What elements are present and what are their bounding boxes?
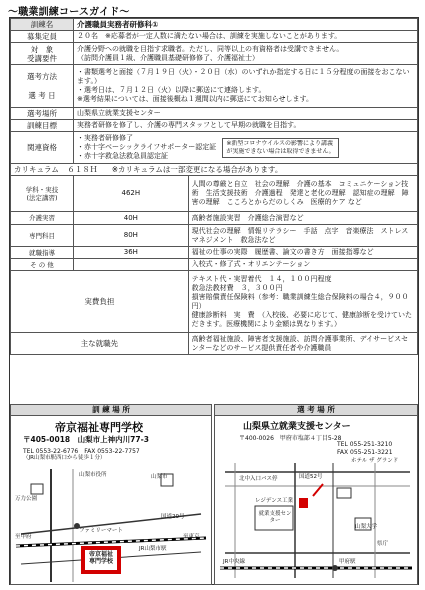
school-note: （JR山梨市駅西口から徒歩１分）: [23, 455, 106, 461]
qualification-note: [222, 138, 338, 158]
label-target-1: 対 象: [30, 44, 54, 54]
qualification-list: [77, 134, 216, 161]
selection-line-3: ※選考結果については、面接後概ね１週間以内に郵送にてお知らせします。: [77, 95, 313, 103]
curriculum-row: [11, 225, 418, 247]
label-target-2: 受講要件: [27, 53, 57, 63]
label-prefecture: 県庁: [377, 541, 389, 547]
row-hours: 462H: [74, 176, 189, 212]
label-to-tokyo: 至東京: [183, 534, 200, 540]
label-course-name: 訓練名: [11, 19, 74, 31]
row-text: 人間の尊厳と自立 社会の理解 介護の基本 コミュニケーション技術 生活支援技術 介護過程 発達と老化の理解 認知症の理解 障害の理解 こころとからだのしくみ 医療的ケア など: [188, 176, 417, 212]
selection-map: [214, 415, 418, 585]
label-city: 山梨市: [151, 474, 168, 480]
curriculum-hours: ６１８Ｈ: [67, 165, 98, 174]
school-sign: 帝京福祉 専門学校: [88, 551, 113, 565]
label-selection: [11, 65, 74, 108]
row-label: 就職指導: [11, 247, 74, 259]
label-center-box: 就業支援センター: [258, 511, 292, 524]
target-line-1: 介護分野への就職を目指す求職者。ただし、同等以上の有資格者は受講できません。: [77, 44, 344, 53]
selection-line-2: ・選考日は、７月１２日（火）以降に郵送にて連絡します。: [77, 86, 266, 94]
row-label: 介護実習: [11, 212, 74, 225]
row-text: 高齢者施設実習 介護総合演習など: [188, 212, 417, 225]
target-line-2: （訪問介護員１級、介護職員基礎研修修了、介護福祉士）: [77, 53, 259, 62]
label-goal: 訓練目標: [11, 120, 74, 132]
value-jobs: 高齢者福祉施設、障害者支援施設、訪問介護事業所、デイサービスセンターなどのサービス提供責任者や介護職員: [188, 333, 417, 355]
label-to-kofu: 至甲府: [15, 534, 32, 540]
row-text: 入校式・修了式・オリエンテーション: [188, 259, 417, 271]
label-jr-line: JR中央線: [223, 559, 245, 565]
curriculum-header: [11, 164, 418, 176]
training-map: [10, 415, 212, 585]
value-goal: 実務者研修を修了し、介護の専門スタッフとして早期の就職を目指す。: [74, 120, 418, 132]
curriculum-row: [11, 247, 418, 259]
label-university: 山梨大学: [355, 524, 378, 530]
curriculum-label: カリキュラム: [14, 165, 59, 174]
row-text: 福祉の仕事の実際 履歴書、論文の書き方 面接指導など: [188, 247, 417, 259]
qualification-note-2: が実施できない場合は取得できません。: [226, 147, 335, 155]
label-kofu-station: 甲府駅: [339, 559, 356, 565]
training-place-header: 訓 練 場 所: [10, 404, 212, 416]
label-regency: レジデンス工業: [255, 498, 294, 504]
center-name: 山梨県立就業支援センター: [243, 422, 351, 432]
label-qualifications: 関連資格: [11, 132, 74, 164]
label-jobs: 主な就職先: [11, 333, 189, 355]
value-selection: [74, 65, 418, 108]
guide-title: ～職業訓練コースガイド～: [8, 7, 130, 18]
value-capacity: ２０名 ※応募者が一定人数に満たない場合は、訓練を実施しないことがあります。: [74, 31, 418, 43]
school-name: 帝京福祉専門学校: [55, 421, 143, 434]
row-label-2: (法定講習): [26, 193, 58, 202]
course-sheet: [9, 17, 419, 585]
value-course-name: 介護職員実務者研修科①: [74, 19, 418, 31]
cost-line-3: 損害賠償責任保険料（参考：職業訓練生総合保険料の場合４，９００円）: [191, 292, 409, 310]
label-hotel: ホテル ザ グランド: [351, 458, 399, 464]
qualification-item: ・実務者研修修了: [77, 134, 133, 142]
selection-line-1: ・書類選考と面接（７月１９日（火）・２０日（水）のいずれか指定する日に１５分程度の面接をおこないます。）: [77, 68, 410, 85]
cost-line-4: 健康診断料 実 費 （入校後、必要に応じて、健康診断を受けていただきます。医療機関により金額は異なります。）: [191, 310, 413, 328]
label-city-office: 山梨市役所: [79, 472, 107, 478]
row-hours: [74, 259, 189, 271]
label-cost: 実費負担: [11, 271, 189, 333]
value-target: [74, 43, 418, 65]
value-venue: 山梨県立就業支援センター: [74, 108, 418, 120]
curriculum-row: [11, 212, 418, 225]
label-selection-day: 選 考 日: [28, 91, 56, 100]
label-venue: 選考場所: [11, 108, 74, 120]
row-label: [11, 176, 74, 212]
row-label: そ の 他: [11, 259, 74, 271]
center-address: 〒400-0026 甲府市塩部４丁目5-28: [239, 435, 342, 442]
label-target: [11, 43, 74, 65]
curriculum-note: ※カリキュラムは一部変更になる場合があります。: [111, 165, 283, 174]
label-route: 国道52号: [299, 474, 323, 480]
row-hours: 36H: [74, 247, 189, 259]
selection-place-header: 選 考 場 所: [214, 404, 418, 416]
school-address: 〒405-0018 山梨市上神内川77-3: [23, 435, 149, 444]
label-selection-method: 選考方法: [27, 72, 57, 81]
qualification-item: ・赤十字救急法救急員認定証: [77, 152, 168, 160]
row-hours: 80H: [74, 225, 189, 247]
value-cost: [188, 271, 417, 333]
training-map-drawing: [11, 464, 211, 584]
label-park: 万力公園: [15, 496, 38, 502]
label-national-road: 国道20号: [161, 514, 185, 520]
label-family-mart: ファミリーマート: [79, 528, 123, 534]
qualification-item: ・赤十字ベーシックライフサポーター認定証: [77, 143, 217, 151]
course-info-table: [10, 18, 418, 355]
cost-line-1: テキスト代・実習着代 １４，１００円程度: [191, 274, 332, 283]
school-info: [55, 419, 143, 435]
curriculum-row: [11, 259, 418, 271]
school-tel: TEL 0553-22-6776 FAX 0553-22-7757: [23, 448, 140, 455]
center-fax: FAX 055-251-3221: [337, 449, 393, 456]
cost-line-2: 救急法教材費 ３，３００円: [191, 283, 283, 292]
label-bus-stop: 北中入口バス停: [239, 476, 278, 482]
row-hours: 40H: [74, 212, 189, 225]
qualification-note-1: ※新型コロナウイルスの影響により講義: [226, 139, 333, 147]
curriculum-row: [11, 176, 418, 212]
row-label: 専門科目: [11, 225, 74, 247]
label-capacity: 募集定員: [11, 31, 74, 43]
label-jr-station: JR山梨市駅: [139, 546, 167, 552]
row-label-1: 学科・実技: [25, 185, 59, 194]
value-qualifications: [74, 132, 418, 164]
row-text: 現代社会の理解 情報リテラシー 手話 点字 音楽療法 ストレスマネジメント 救急法など: [188, 225, 417, 247]
center-tel: TEL 055-251-3210: [337, 441, 393, 448]
